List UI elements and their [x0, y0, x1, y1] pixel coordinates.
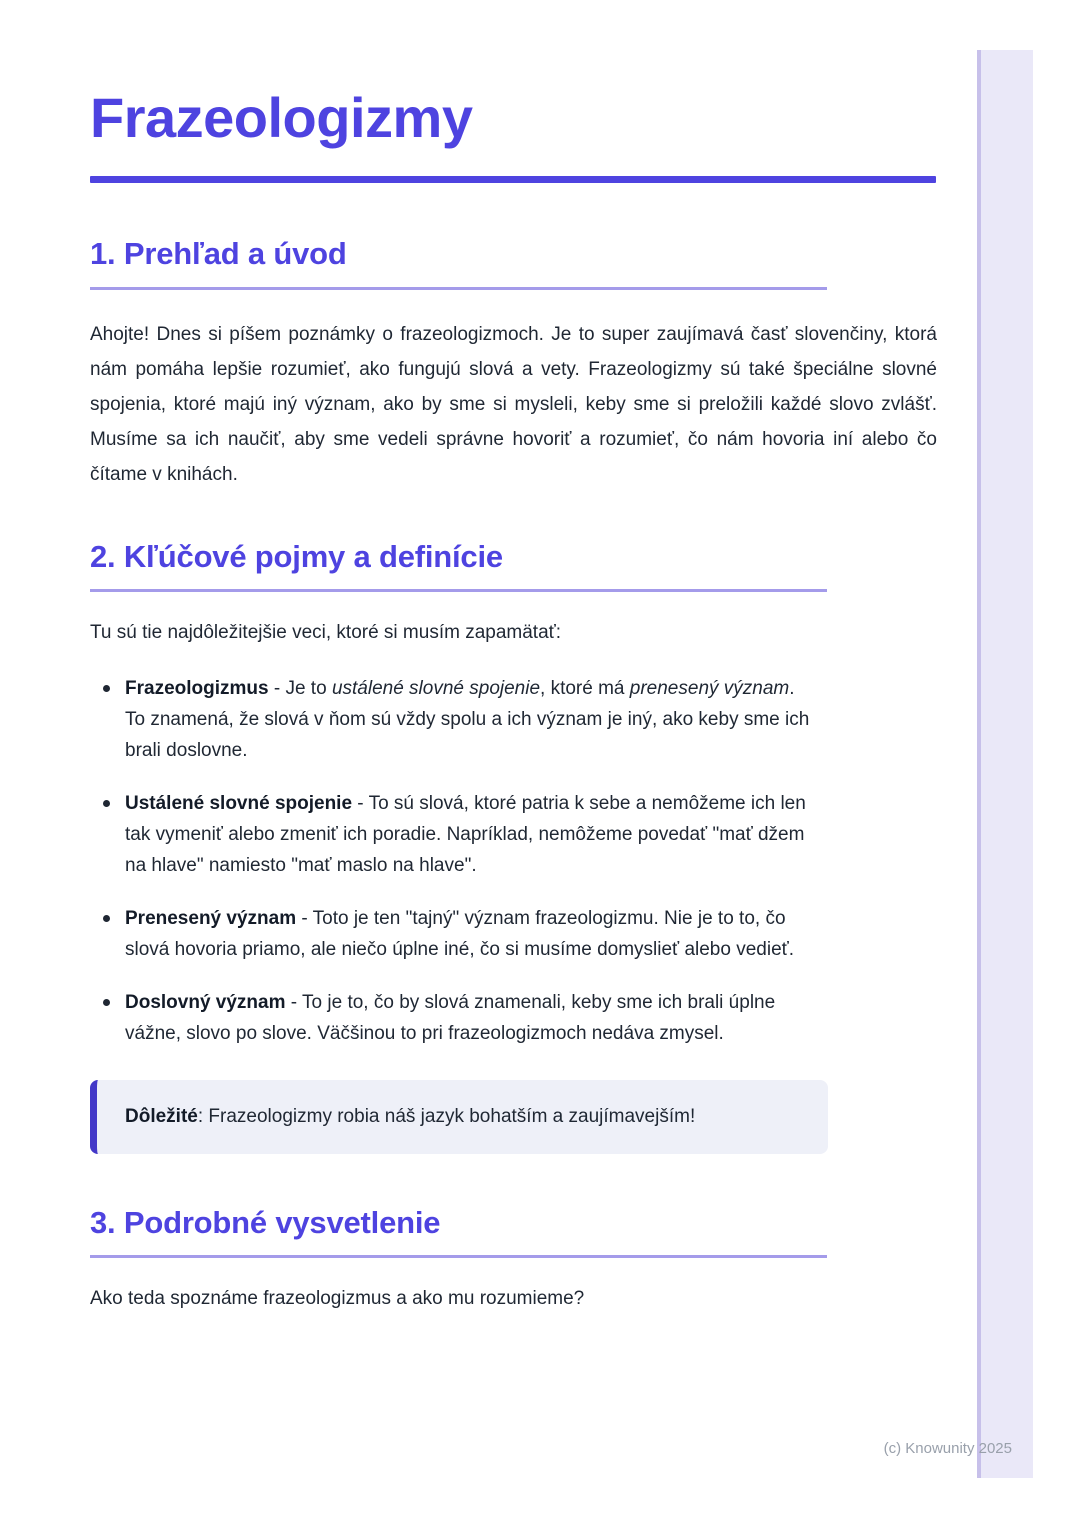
term-text: - Je to [268, 677, 332, 699]
section-heading-2: 2. Kľúčové pojmy a definície [90, 538, 503, 574]
term-text: - To je to, čo by slová znamenali, keby sme ich brali úplne vážne, slovo po slove. Väčšinou to pri frazeologizmoch nedáva zmysel. [125, 991, 776, 1044]
term-name: Frazeologizmus [125, 677, 269, 699]
section-divider-1 [90, 287, 827, 290]
term-name: Ustálené slovné spojenie [125, 792, 353, 814]
term-item-doslovny-vyznam [90, 987, 810, 1049]
term-text: - To sú slová, ktoré patria k sebe a nemôžeme ich len tak vymeniť alebo zmeniť ich poradie. Napríklad, nemôžeme povedať "mať džem na hlave" namiesto "mať maslo na hlave". [125, 792, 806, 876]
bullet-icon [103, 685, 110, 692]
section-3-paragraph: Ako teda spoznáme frazeologizmus a ako mu rozumieme? [90, 1288, 585, 1310]
title-divider [90, 176, 936, 183]
callout-text: : Frazeologizmy robia náš jazyk bohatším a zaujímavejším! [197, 1105, 696, 1127]
callout-label: Dôležité [125, 1105, 198, 1127]
document-content [90, 0, 937, 1313]
section-divider-2 [90, 589, 827, 592]
term-italic: prenesený význam [629, 677, 790, 699]
term-item-preneseny-vyznam [90, 903, 810, 965]
page-edge-strip [977, 50, 1033, 1478]
term-text: , ktoré má [540, 677, 630, 699]
copyright-credit: (c) Knowunity 2025 [883, 1440, 1012, 1457]
page-title: Frazeologizmy [90, 86, 473, 149]
key-terms-list [90, 673, 810, 1049]
term-text: . To znamená, že slová v ňom sú vždy spolu a ich význam je iný, ako keby sme ich brali doslovne. [125, 677, 810, 761]
important-callout [90, 1080, 828, 1154]
section-1-paragraph: Ahojte! Dnes si píšem poznámky o frazeologizmoch. Je to super zaujímavá časť slovenčiny, ktorá nám pomáha lepšie rozumieť, ako fungujú slová a vety. Frazeologizmy sú také špeciálne slovné spojenia, ktoré majú iný význam, ako by sme si mysleli, keby sme si preložili každé slovo zvlášť. Musíme sa ich naučiť, aby sme vedeli správne hovoriť a rozumieť, čo nám hovoria iní alebo čo čítame v knihách. [90, 323, 937, 485]
term-item-ustalene-spojenie [90, 788, 810, 881]
section-heading-1: 1. Prehľad a úvod [90, 236, 347, 272]
term-item-frazeologizmus [90, 673, 810, 766]
section-heading-3: 3. Podrobné vysvetlenie [90, 1204, 441, 1240]
term-name: Doslovný význam [125, 991, 286, 1013]
bullet-icon [103, 800, 110, 807]
bullet-icon [103, 915, 110, 922]
term-text: - Toto je ten "tajný" význam frazeologizmu. Nie je to to, čo slová hovoria priamo, ale niečo úplne iné, čo si musíme domyslieť alebo vedieť. [125, 907, 795, 960]
bullet-icon [103, 999, 110, 1006]
term-name: Prenesený význam [125, 907, 297, 929]
term-italic: ustálené slovné spojenie [331, 677, 541, 699]
section-divider-3 [90, 1255, 827, 1258]
section-2-intro: Tu sú tie najdôležitejšie veci, ktoré si musím zapamätať: [90, 621, 562, 643]
